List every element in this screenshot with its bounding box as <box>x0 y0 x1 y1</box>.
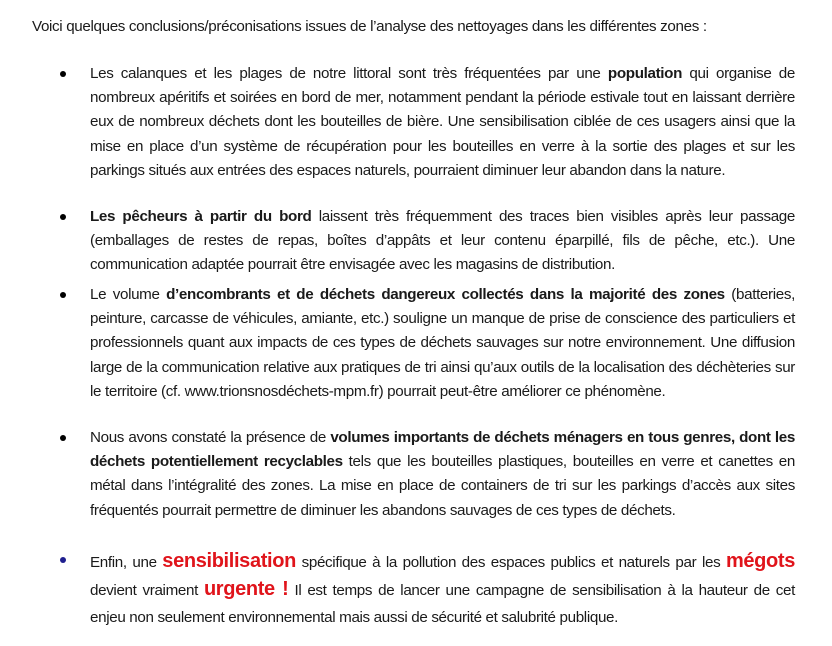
bullet-icon <box>60 214 66 220</box>
text-run: laissent très fréquemment des traces bien visibles après leur passage (emballages de restes de repas, boîtes d’appâts et leur contenu éparpillé, fils de pêche, etc.). Une communication adaptée pourrait être envisagée avec les magasins de distribution. <box>90 208 795 274</box>
bold-run: d’encombrants et de déchets dangereux collectés dans la majorité des zones <box>166 286 725 303</box>
bullet-icon <box>60 71 66 77</box>
highlight-red: mégots <box>725 550 795 572</box>
text-run: Les calanques et les plages de notre littoral sont très fréquentées par une <box>90 65 608 82</box>
text-run: (batteries, peinture, carcasse de véhicules, amiante, etc.) souligne un manque de prise de conscience des particuliers et professionnels quant aux impacts de ces types de déchets sauvages sur notre environnement. Une diffusion large de la communication relative aux pratiques de tri ainsi qu’aux outils de la localisation des déchèteries sur le territoire (cf. www.trionsnosdéchets-mpm.fr) pourrait peut-être améliorer ce phénomène. <box>90 286 795 400</box>
list-item-text <box>90 548 795 631</box>
bold-run: volumes importants de déchets ménagers en tous genres, dont les déchets potentiellement recyclables <box>90 429 795 471</box>
text-run: spécifique à la pollution des espaces publics et naturels par les <box>295 554 726 571</box>
highlight-red: sensibilisation <box>162 550 296 572</box>
text-run: tels que les bouteilles plastiques, bouteilles en verre et canettes en métal dans l’intégralité des zones. La mise en place de containers de tri sur les parkings d’accès aux sites fréquentés pourrait permettre de diminuer les abandons sauvages de ces types de déchets. <box>90 453 795 519</box>
bold-run: Les pêcheurs à partir du bord <box>90 208 312 225</box>
text-run: qui organise de nombreux apéritifs et soirées en bord de mer, notamment pendant la période estivale tout en laissant derrière eux de nombreux déchets dont les bouteilles de bière. Une sensibilisation ciblée de ces usagers ainsi que la mise en place d’un système de récupération pour les bouteilles en verre à la sortie des plages et sur les parkings situés aux entrées des espaces naturels, pourraient diminuer leur abandon dans la nature. <box>90 65 795 179</box>
text-run: Nous avons constaté la présence de <box>90 429 331 446</box>
bullet-icon <box>60 292 66 298</box>
text-run: Enfin, une <box>90 554 163 571</box>
bold-run: population <box>607 65 683 82</box>
text-run: devient vraiment <box>90 582 204 599</box>
text-run: Le volume <box>90 286 167 303</box>
bullet-icon <box>60 557 66 563</box>
highlight-red: urgente ! <box>203 578 289 600</box>
bullet-icon <box>60 435 66 441</box>
list-item-text <box>90 426 795 523</box>
text-run: Il est temps de lancer une campagne de sensibilisation à la hauteur de cet enjeu non seulement environnemental mais aussi de sécurité et salubrité publique. <box>90 582 795 626</box>
list-item-text <box>90 205 795 278</box>
intro-paragraph: Voici quelques conclusions/préconisations issues de l’analyse des nettoyages dans les différentes zones : <box>32 18 707 35</box>
list-item-text <box>90 283 795 404</box>
list-item-text <box>90 62 795 183</box>
